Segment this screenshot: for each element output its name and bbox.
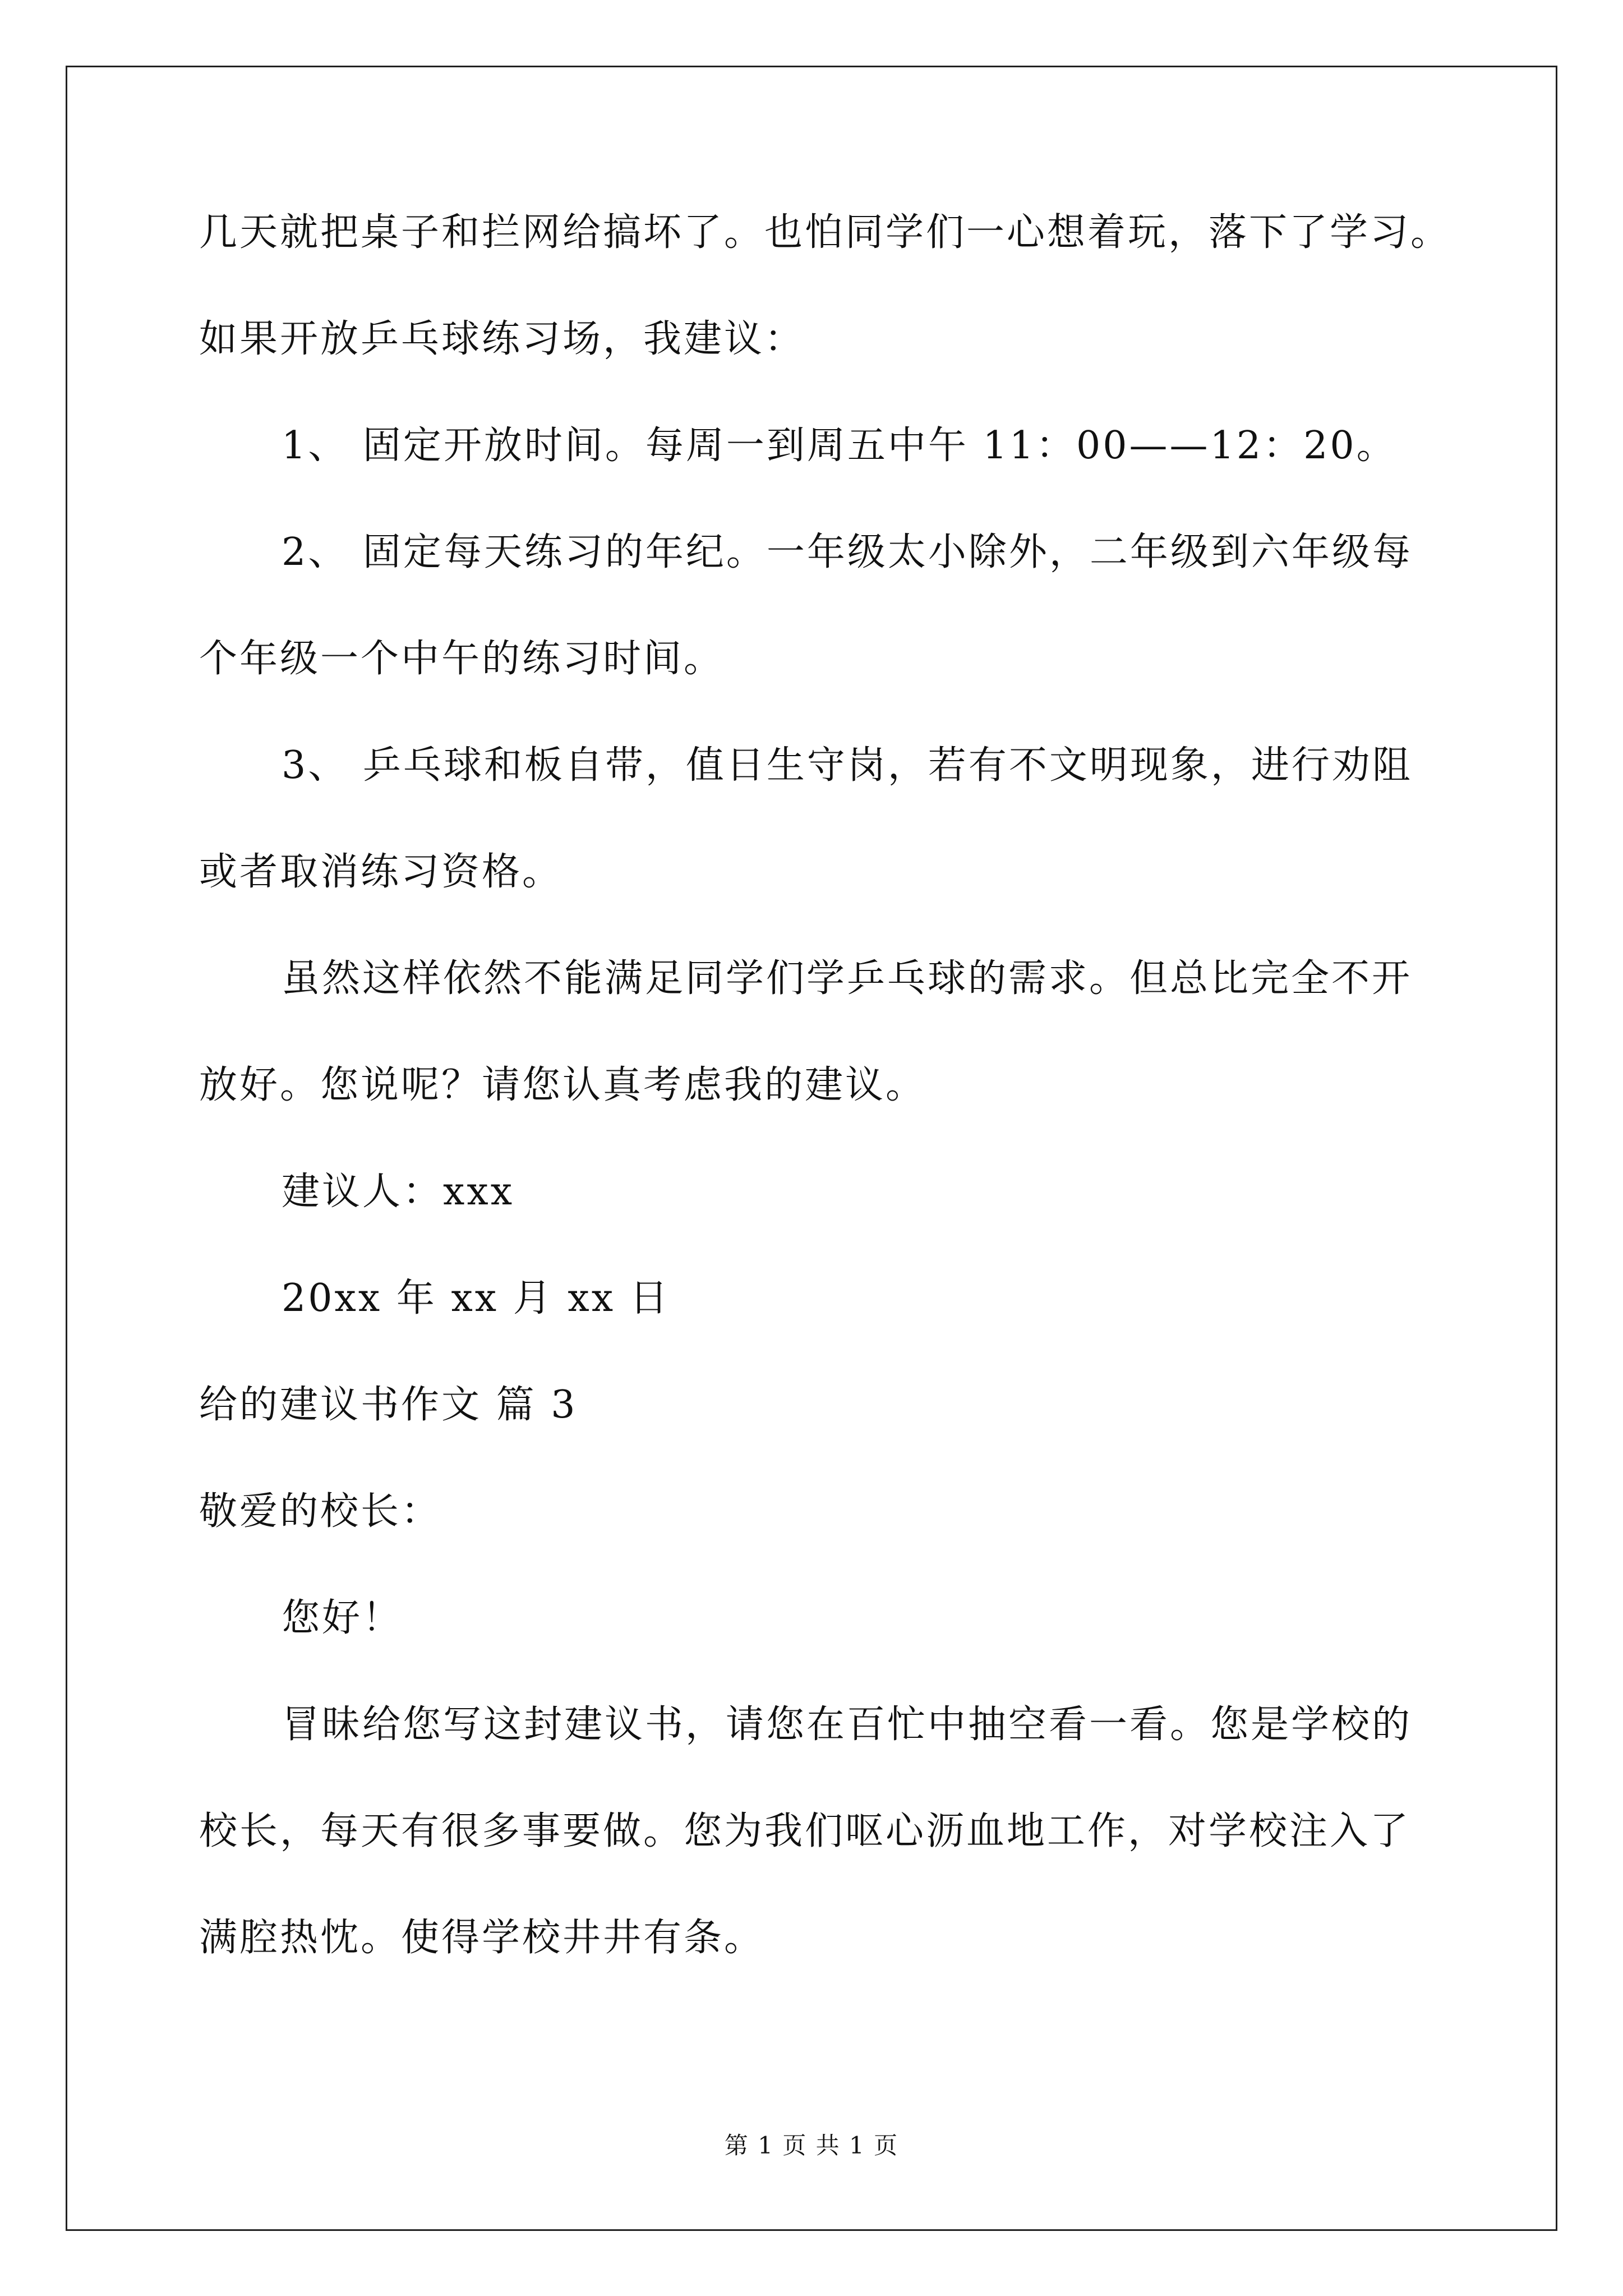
paragraph: 虽然这样依然不能满足同学们学乒乓球的需求。但总比完全不开 (282, 956, 1413, 1001)
date-line: 20xx 年 xx 月 xx 日 (282, 1276, 670, 1320)
text-line: 或者取消练习资格。 (199, 850, 563, 894)
text-line: 几天就把桌子和拦网给搞坏了。也怕同学们一心想着玩，落下了学习。 (199, 210, 1451, 255)
page-border (66, 66, 1557, 2231)
list-item-2: 2、 固定每天练习的年纪。一年级太小除外，二年级到六年级每 (282, 530, 1413, 574)
greeting: 您好！ (282, 1596, 403, 1640)
list-item-3: 3、 乒乓球和板自带，值日生守岗，若有不文明现象，进行劝阻 (282, 743, 1413, 788)
text-line: 如果开放乒乓球练习场，我建议： (199, 317, 805, 361)
text-line: 满腔热忱。使得学校井井有条。 (199, 1916, 765, 1960)
signature-line: 建议人：xxx (282, 1170, 515, 1214)
text-line: 个年级一个中午的练习时间。 (199, 637, 725, 681)
section-title: 给的建议书作文 篇 3 (199, 1383, 578, 1427)
text-line: 放好。您说呢？请您认真考虑我的建议。 (199, 1063, 926, 1107)
list-item-1: 1、 固定开放时间。每周一到周五中午 11：00——12：20。 (282, 424, 1397, 468)
paragraph: 冒昧给您写这封建议书，请您在百忙中抽空看一看。您是学校的 (282, 1703, 1413, 1747)
salutation: 敬爱的校长： (199, 1489, 442, 1534)
text-line: 校长，每天有很多事要做。您为我们呕心沥血地工作，对学校注入了 (199, 1809, 1411, 1853)
page-footer: 第 1 页 共 1 页 (724, 2132, 899, 2159)
